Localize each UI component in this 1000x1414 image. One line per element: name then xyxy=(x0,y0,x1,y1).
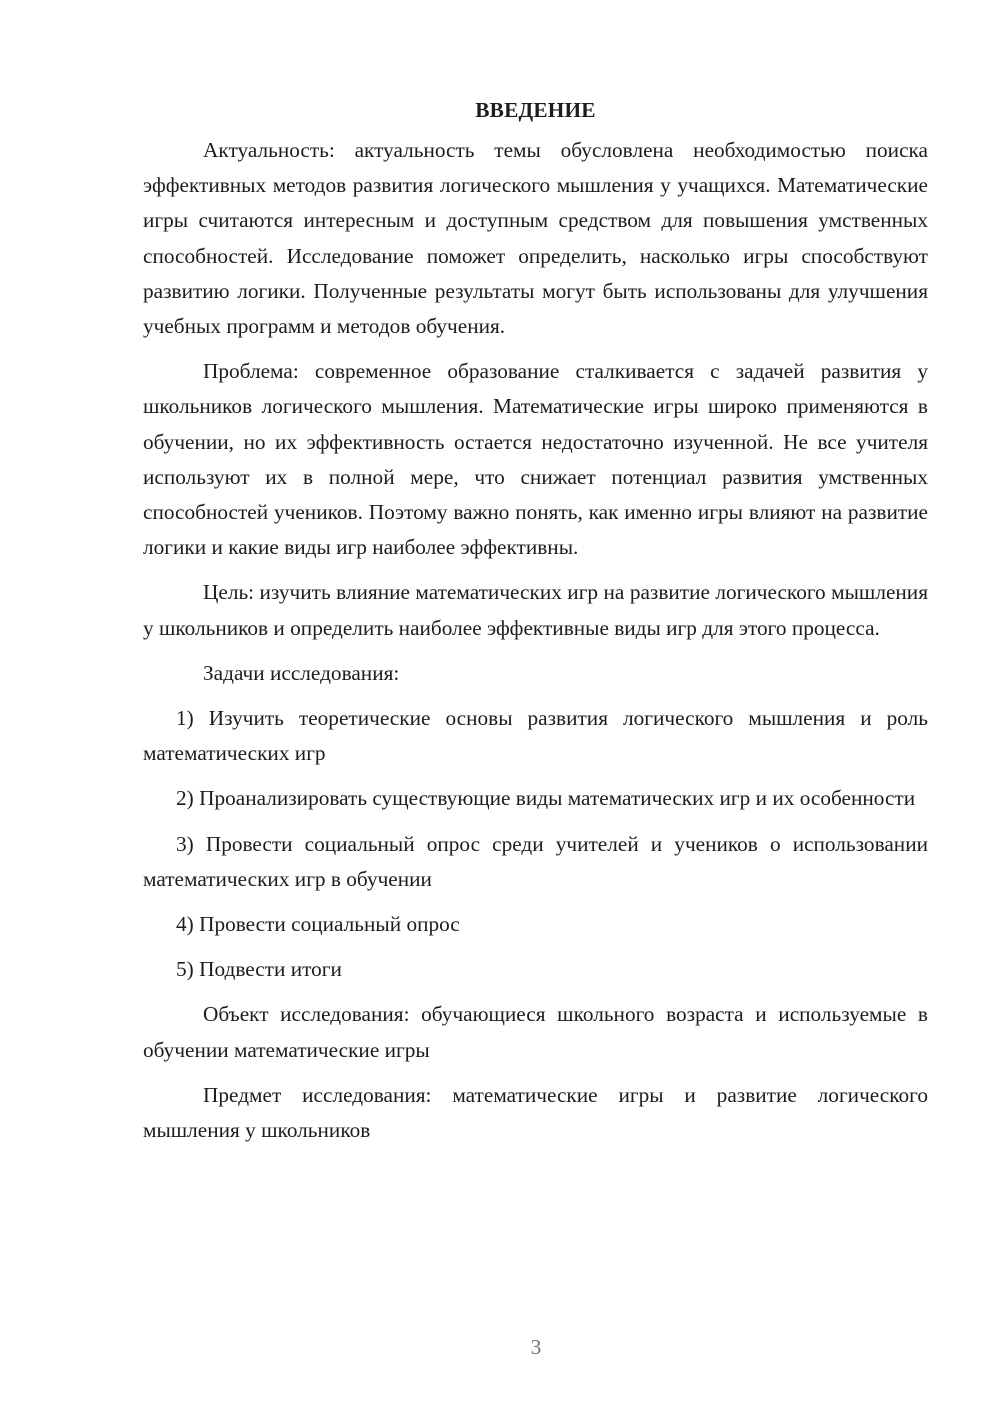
task-item-2: 2) Проанализировать существующие виды математических игр и их особенности xyxy=(176,786,916,811)
problem-paragraph: Проблема: современное образование сталкивается с задачей развития у школьников логического мышления. Математические игры широко применяются в обучении, но их эффективность остается недостаточно изученной. Не все учителя используют их в полной мере, что снижает потенциал развития умственных способностей учеников. Поэтому важно понять, как именно игры влияют на развитие логики и какие виды игр наиболее эффективны. xyxy=(143,359,928,560)
task-item-5: 5) Подвести итоги xyxy=(176,957,342,982)
task-item-1: 1) Изучить теоретические основы развития логического мышления и роль математических игр xyxy=(143,706,928,766)
task-item-3: 3) Провести социальный опрос среди учителей и учеников о использовании математических игр в обучении xyxy=(143,831,928,891)
subject-paragraph: Предмет исследования: математические игры и развитие логического мышления у школьников xyxy=(143,1082,928,1143)
tasks-heading: Задачи исследования: xyxy=(203,660,400,685)
relevance-paragraph: Актуальность: актуальность темы обусловлена необходимостью поиска эффективных методов развития логического мышления у учащихся. Математические игры считаются интересным и доступным средством для повышения умственных способностей. Исследование поможет определить, насколько игры способствуют развитию логики. Полученные результаты могут быть использованы для улучшения учебных программ и методов обучения. xyxy=(143,138,928,339)
goal-paragraph: Цель: изучить влияние математических игр на развитие логического мышления у школьников и определить наиболее эффективные виды игр для этого процесса. xyxy=(143,580,928,640)
page-body xyxy=(143,92,928,1158)
section-title: ВВЕДЕНИЕ xyxy=(475,98,596,122)
task-item-4: 4) Провести социальный опрос xyxy=(176,912,460,937)
object-paragraph: Объект исследования: обучающиеся школьного возраста и используемые в обучении математические игры xyxy=(143,1002,928,1062)
page-number: 3 xyxy=(530,1335,542,1359)
